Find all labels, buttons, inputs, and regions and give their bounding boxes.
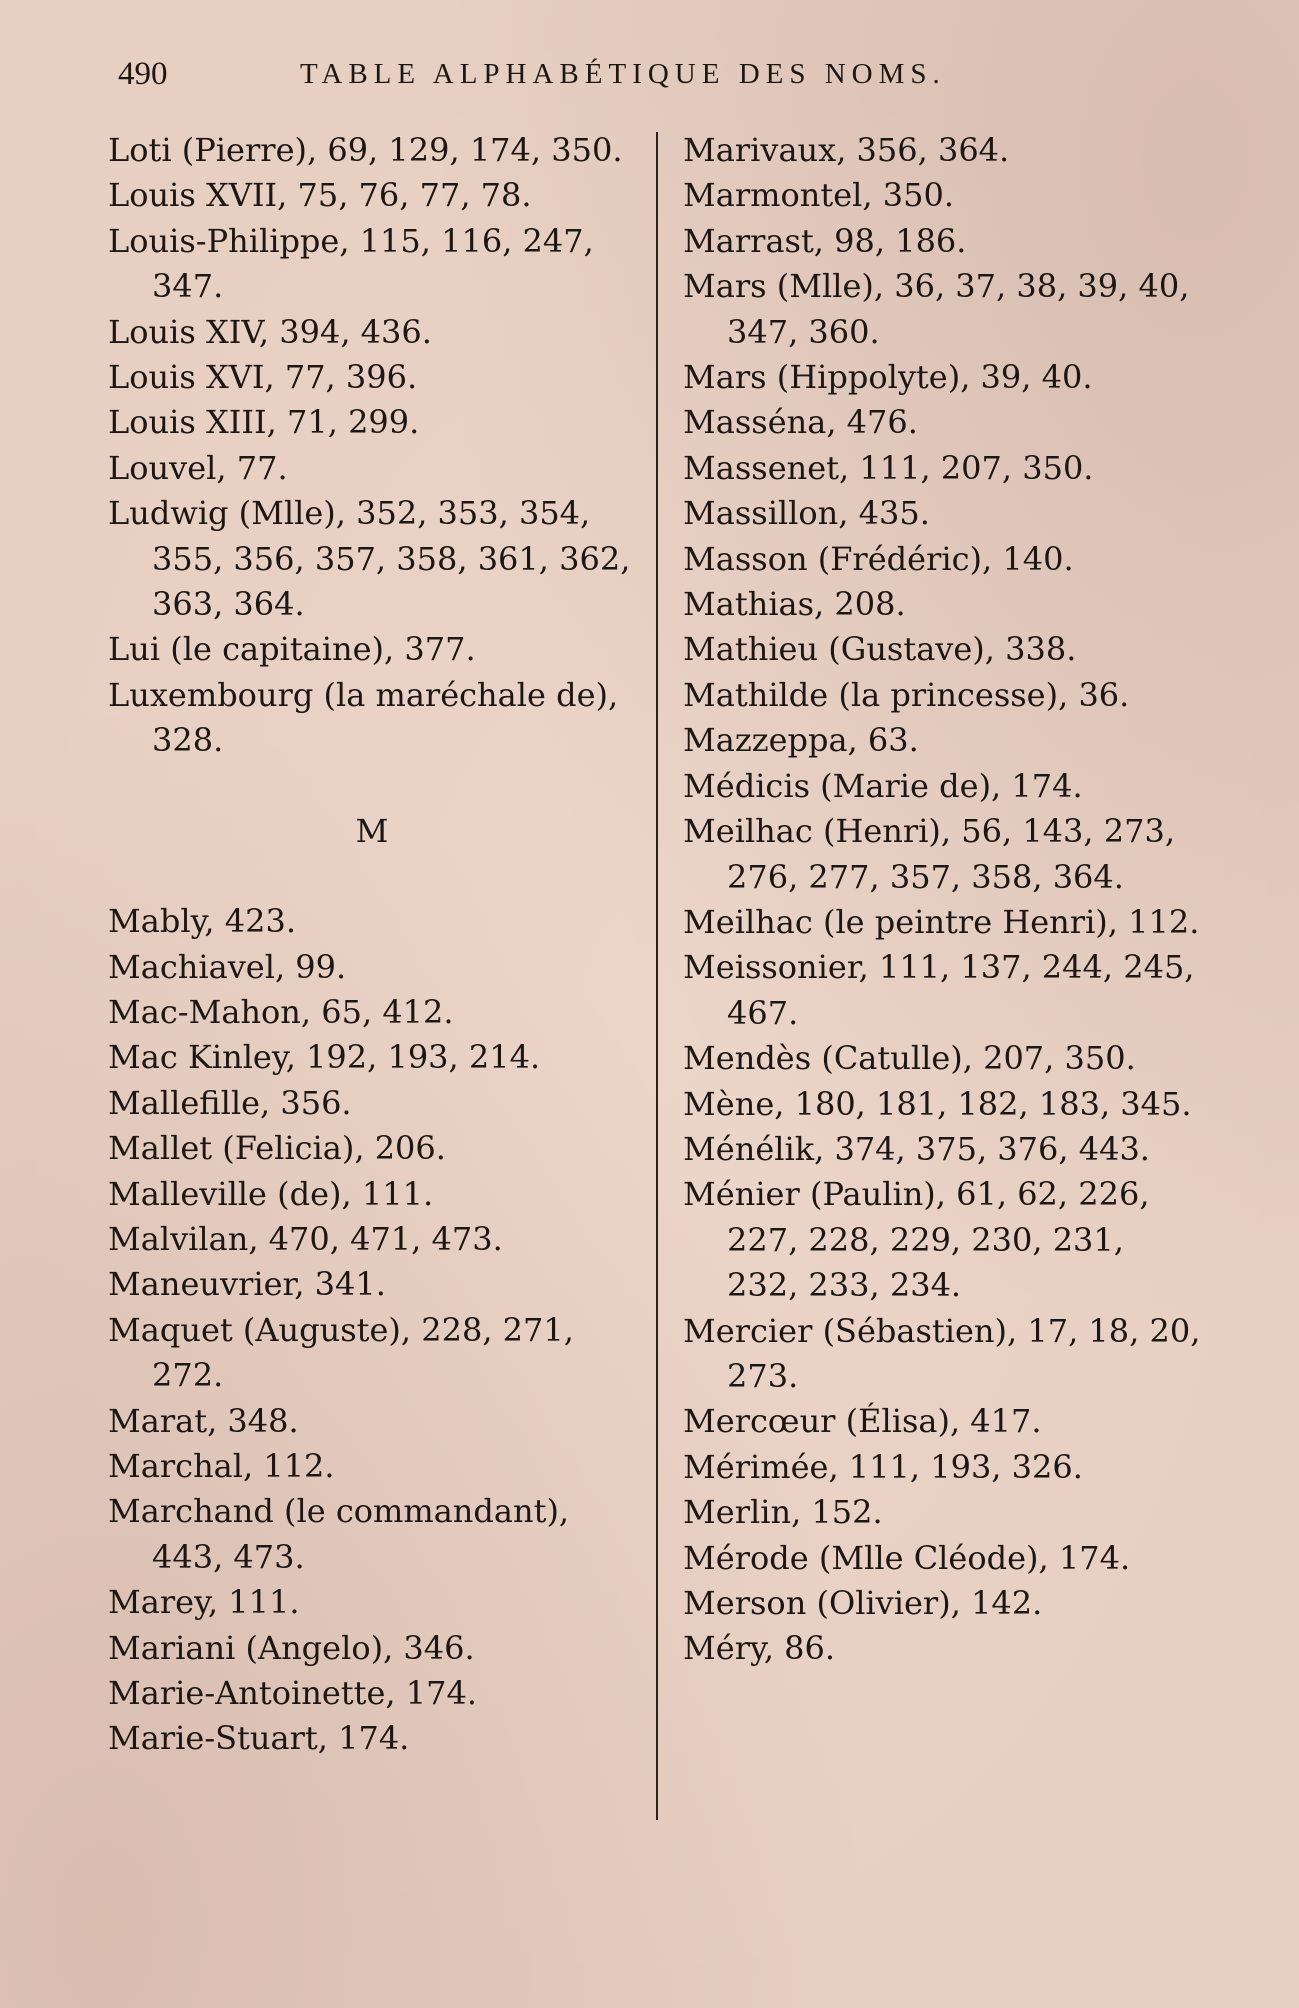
page-header (118, 56, 1078, 100)
index-entry: Mendès (Catulle), 207, 350. (683, 1039, 1136, 1078)
index-entry: Mars (Hippolyte), 39, 40. (683, 358, 1093, 397)
index-entry: Maquet (Auguste), 228, 271, 272. (108, 1310, 574, 1395)
index-entry: Louis XVII, 75, 76, 77, 78. (108, 176, 532, 215)
section-letter: M (355, 811, 389, 850)
index-entry: Ludwig (Mlle), 352, 353, 354, 355, 356, 357, 358, 361, 362, 363, 364. (108, 494, 631, 624)
index-entry: Massillon, 435. (683, 494, 930, 533)
index-entry: Louis XIII, 71, 299. (108, 403, 420, 442)
index-entry: Mercier (Sébastien), 17, 18, 20, 273. (683, 1311, 1201, 1395)
index-entry: Meilhac (Henri), 56, 143, 273, 276, 277, 357, 358, 364. (683, 812, 1175, 896)
index-entry: Meissonier, 111, 137, 244, 245, 467. (683, 948, 1195, 1032)
index-entry: Mars (Mlle), 36, 37, 38, 39, 40, 347, 360. (683, 267, 1190, 351)
index-entry: Mérimée, 111, 193, 326. (683, 1447, 1083, 1486)
index-entry: Mathilde (la princesse), 36. (683, 675, 1130, 714)
index-entry: Machiavel, 99. (108, 947, 347, 986)
index-entry: Louis-Philippe, 115, 116, 247, 347. (108, 221, 594, 306)
index-entry: Meilhac (le peintre Henri), 112. (683, 902, 1200, 941)
index-entry: Mène, 180, 181, 182, 183, 345. (683, 1084, 1192, 1123)
index-entry: Maneuvrier, 341. (108, 1265, 386, 1304)
index-entry: Marchand (le commandant), 443, 473. (108, 1492, 570, 1576)
index-entry: Malleville (de), 111. (108, 1174, 434, 1213)
index-entry: Merlin, 152. (683, 1493, 883, 1532)
left-entries-m (108, 899, 636, 1762)
index-entry: Merson (Olivier), 142. (683, 1584, 1043, 1622)
index-entry: Mathias, 208. (683, 585, 906, 624)
index-entry: Mercœur (Élisa), 417. (683, 1402, 1042, 1441)
index-entry: Marivaux, 356, 364. (683, 131, 1010, 169)
index-entry: Médicis (Marie de), 174. (683, 766, 1083, 805)
index-entry: Malvilan, 470, 471, 473. (108, 1219, 503, 1258)
index-entry: Méry, 86. (683, 1629, 836, 1668)
index-entry: Ménélik, 374, 375, 376, 443. (683, 1129, 1150, 1168)
index-entry: Mérode (Mlle Cléode), 174. (683, 1538, 1131, 1577)
page-number: 490 (118, 56, 168, 92)
index-entry: Mac-Mahon, 65, 412. (108, 992, 454, 1031)
index-entry: Marrast, 98, 186. (683, 221, 967, 260)
index-entry: Masson (Frédéric), 140. (683, 539, 1074, 578)
index-entry: Mably, 423. (108, 902, 296, 941)
left-entries-l (108, 128, 636, 764)
right-entries (683, 128, 1203, 1672)
index-entry: Marat, 348. (108, 1401, 299, 1440)
index-entry: Mazzeppa, 63. (683, 721, 919, 760)
index-entry: Marmontel, 350. (683, 176, 954, 215)
index-entry: Ménier (Paulin), 61, 62, 226, 227, 228, 229, 230, 231, 232, 233, 234. (683, 1175, 1150, 1305)
index-entry: Marey, 111. (108, 1583, 300, 1622)
index-entry: Louvel, 77. (108, 448, 288, 487)
index-entry: Loti (Pierre), 69, 129, 174, 350. (108, 131, 623, 169)
index-entry: Marie-Antoinette, 174. (108, 1674, 477, 1712)
right-index-column (683, 128, 1203, 1672)
index-entry: Massenet, 111, 207, 350. (683, 448, 1094, 487)
index-entry: Mallet (Felicia), 206. (108, 1129, 446, 1168)
index-entry: Lui (le capitaine), 377. (108, 630, 476, 669)
index-entry: Mallefille, 356. (108, 1083, 352, 1122)
index-entry: Luxembourg (la maréchale de), 328. (108, 675, 619, 760)
index-entry: Mathieu (Gustave), 338. (683, 630, 1077, 669)
index-entry: Masséna, 476. (683, 403, 918, 442)
index-entry: Marchal, 112. (108, 1446, 335, 1485)
index-entry: Marie-Stuart, 174. (108, 1719, 410, 1758)
index-entry: Mariani (Angelo), 346. (108, 1628, 475, 1667)
index-entry: Mac Kinley, 192, 193, 214. (108, 1038, 541, 1077)
column-divider (656, 132, 658, 1820)
running-title: TABLE ALPHABÉTIQUE DES NOMS. (300, 58, 946, 90)
left-index-column (108, 128, 636, 1762)
index-entry: Louis XIV, 394, 436. (108, 312, 432, 351)
index-entry: Louis XVI, 77, 396. (108, 358, 418, 397)
